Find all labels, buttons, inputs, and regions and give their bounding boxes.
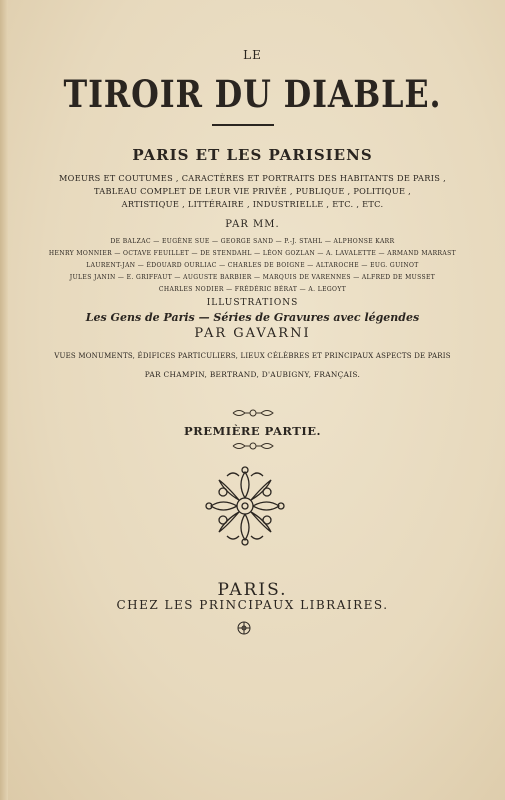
description-line: MOEURS ET COUTUMES , CARACTÈRES ET PORTRAITS DES HABITANTS DE PARIS , <box>59 173 446 183</box>
authors-line: HENRY MONNIER — OCTAVE FEUILLET — DE STENDAHL — LÉON GOZLAN — A. LAVALETTE — ARMAND MARRAST <box>48 250 457 257</box>
publisher-line: CHEZ LES PRINCIPAUX LIBRAIRES. <box>116 598 389 612</box>
engravers-line: PAR CHAMPIN, BERTRAND, D'AUBIGNY, FRANÇAIS. <box>144 370 361 379</box>
publication-place: PARIS. <box>217 580 288 600</box>
illustrations-heading: ILLUSTRATIONS <box>206 298 299 308</box>
ornamental-divider-icon <box>0 408 505 421</box>
authors-line: LAURENT-JAN — ÉDOUARD OURLIAC — CHARLES DE BOIGNE — ALTAROCHE — EUG. GUINOT <box>86 262 419 269</box>
gens-de-paris-line: Les Gens de Paris — Séries de Gravures avec légendes <box>85 311 420 324</box>
authors-line: JULES JANIN — E. GRIFFAUT — AUGUSTE BARBIER — MARQUIS DE VARENNES — ALFRED DE MUSSET <box>69 274 436 281</box>
fleuron-icon <box>236 620 252 636</box>
title-article: LE <box>243 48 262 62</box>
description-line: ARTISTIQUE , LITTÉRAIRE , INDUSTRIELLE , ETC. , ETC. <box>121 199 384 209</box>
par-mm: PAR MM. <box>225 219 280 230</box>
authors-line: DE BALZAC — EUGÈNE SUE — GEORGE SAND — P.-J. STAHL — ALPHONSE KARR <box>110 238 395 245</box>
title-rule <box>212 124 274 126</box>
description-line: TABLEAU COMPLET DE LEUR VIE PRIVÉE , PUBLIQUE , POLITIQUE , <box>93 186 412 196</box>
book-title: TIROIR DU DIABLE. <box>63 72 442 116</box>
subtitle: PARIS ET LES PARISIENS <box>132 146 373 164</box>
par-gavarni: PAR GAVARNI <box>194 326 311 341</box>
binding-shadow <box>0 0 8 800</box>
ornamental-divider-icon <box>0 441 505 454</box>
vues-line: VUES MONUMENTS, ÉDIFICES PARTICULIERS, LIEUX CÉLÈBRES ET PRINCIPAUX ASPECTS DE PARIS <box>54 352 451 360</box>
premiere-partie: PREMIÈRE PARTIE. <box>184 424 321 438</box>
vignette-ornament-icon <box>203 462 287 550</box>
authors-line: CHARLES NODIER — FRÉDÉRIC BÉRAT — A. LEGOYT <box>158 286 347 293</box>
